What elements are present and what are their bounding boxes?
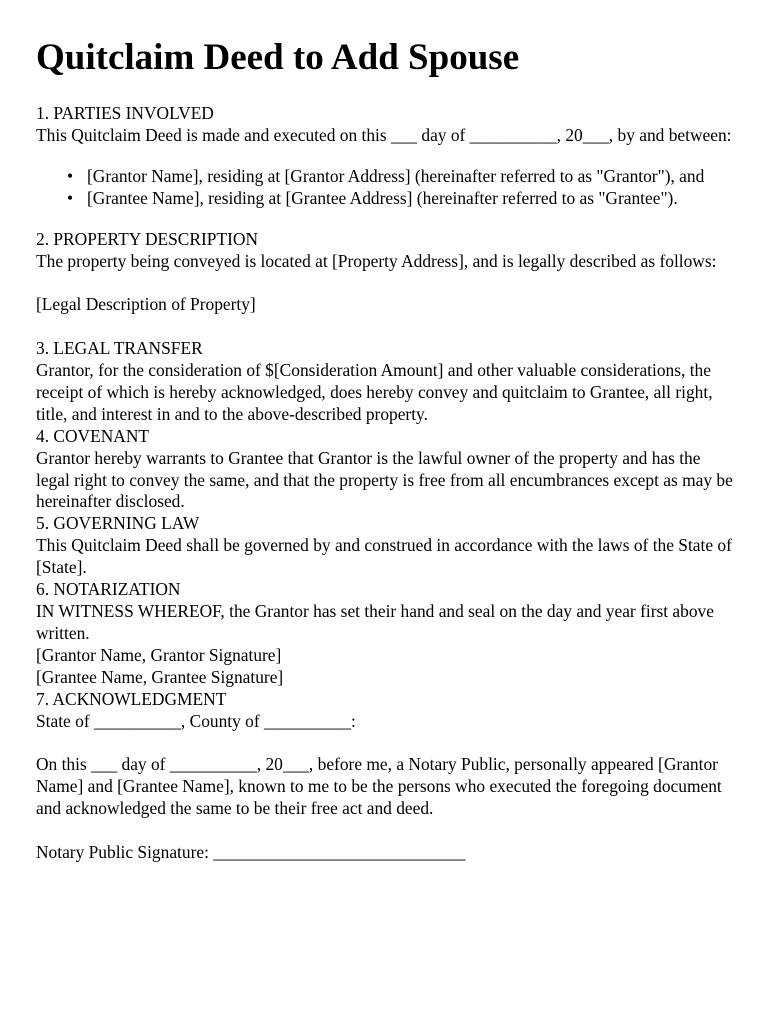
list-item-grantor — [67, 165, 736, 188]
parties-list — [36, 166, 736, 210]
section-heading-property: 2. PROPERTY DESCRIPTION — [36, 228, 259, 249]
section-heading-acknowledgment: 7. ACKNOWLEDGMENT — [36, 688, 227, 709]
bullet-icon: • — [67, 187, 74, 208]
section-heading-parties: 1. PARTIES INVOLVED — [36, 103, 214, 123]
grantee-party-text: [Grantee Name], residing at [Grantee Address] (hereinafter referred to as "Grantee"). — [87, 187, 678, 208]
grantor-party-text: [Grantor Name], residing at [Grantor Address] (hereinafter referred to as "Grantor"), and — [87, 165, 705, 186]
transfer-text: Grantor, for the consideration of $[Consideration Amount] and other valuable considerations, the receipt of which is hereby acknowledged, does hereby convey and quitclaim to Grantee, all right, title, and interest in and to the above-described property. — [36, 360, 713, 424]
section-heading-transfer: 3. LEGAL TRANSFER — [36, 338, 203, 359]
document-title: Quitclaim Deed to Add Spouse — [36, 37, 520, 78]
parties-intro: This Quitclaim Deed is made and executed on this ___ day of __________, 20___, by and between: — [36, 124, 732, 145]
section-heading-notarization: 6. NOTARIZATION — [36, 579, 181, 600]
covenant-text: Grantor hereby warrants to Grantee that Grantor is the lawful owner of the property and has the legal right to convey the same, and that the property is free from all encumbrances except as may be hereinafter disclosed. — [36, 447, 733, 512]
state-county-line: State of __________, County of __________: — [36, 710, 356, 731]
bullet-icon: • — [67, 165, 74, 186]
grantee-signature-line: [Grantee Name, Grantee Signature] — [36, 666, 284, 687]
notary-signature-line: Notary Public Signature: _____________________________ — [36, 841, 466, 862]
legal-description: [Legal Description of Property] — [36, 294, 256, 315]
property-text: The property being conveyed is located at [Property Address], and is legally described as follows: — [36, 250, 717, 271]
list-item-grantee — [67, 187, 736, 210]
section-heading-covenant: 4. COVENANT — [36, 425, 150, 446]
section-heading-law: 5. GOVERNING LAW — [36, 513, 200, 534]
grantor-signature-line: [Grantor Name, Grantor Signature] — [36, 644, 282, 665]
document-body — [36, 103, 736, 864]
law-text: This Quitclaim Deed shall be governed by and construed in accordance with the laws of the State of [State]. — [36, 535, 732, 578]
acknowledgment-text: On this ___ day of __________, 20___, before me, a Notary Public, personally appeared [Grantor Name] and [Grantee Name], known to me to be the persons who executed the foregoing document and acknowledged the same to be their free act and deed. — [36, 754, 722, 819]
notarization-text: IN WITNESS WHEREOF, the Grantor has set their hand and seal on the day and year first above written. — [36, 601, 714, 643]
